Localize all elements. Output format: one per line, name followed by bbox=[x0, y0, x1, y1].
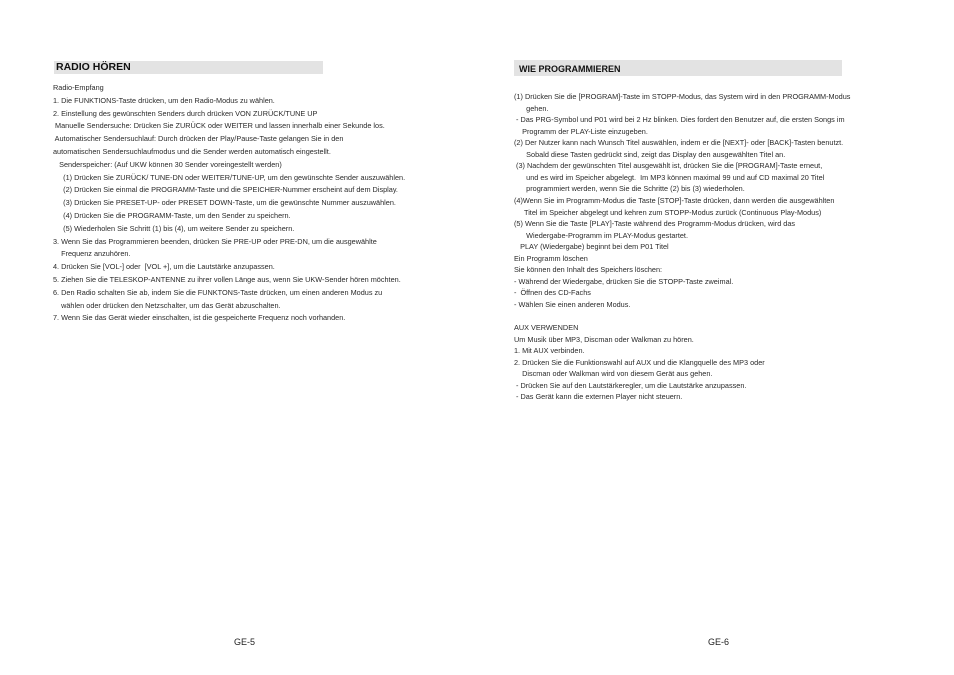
text-line: - Wählen Sie einen anderen Modus. bbox=[514, 299, 631, 309]
text-line: wählen oder drücken den Netzschalter, um das Gerät abzuschalten. bbox=[53, 300, 281, 310]
text-line: (1) Drücken Sie ZURÜCK/ TUNE-DN oder WEITER/TUNE-UP, um den gewünschte Sender auszuwählen. bbox=[53, 172, 406, 182]
text-line: Senderspeicher: (Auf UKW können 30 Sender voreingestellt werden) bbox=[53, 159, 282, 169]
page-number: GE-6 bbox=[708, 637, 730, 647]
page-number: GE-5 bbox=[234, 637, 256, 647]
text-line: Wiedergabe-Programm im PLAY-Modus gestartet. bbox=[514, 230, 688, 240]
text-line: Programm der PLAY-Liste einzugeben. bbox=[514, 126, 648, 136]
text-line: 4. Drücken Sie [VOL-] oder [VOL +], um die Lautstärke anzupassen. bbox=[53, 262, 275, 272]
text-line: (3) Nachdem der gewünschten Titel ausgewählt ist, drücken Sie die [PROGRAM]-Taste erneut, bbox=[514, 161, 823, 171]
text-line: Manuelle Sendersuche: Drücken Sie ZURÜCK oder WEITER und lassen innerhalb einer Sekunde los. bbox=[53, 121, 385, 131]
text-line: - Das PRG-Symbol und P01 wird bei 2 Hz blinken. Dies fordert den Benutzer auf, die ersten Songs im bbox=[514, 115, 845, 125]
text-line: PLAY (Wiedergabe) beginnt bei dem P01 Titel bbox=[514, 242, 669, 252]
text-line: 1. Mit AUX verbinden. bbox=[514, 346, 585, 356]
text-line: 1. Die FUNKTIONS-Taste drücken, um den Radio-Modus zu wählen. bbox=[53, 95, 275, 105]
text-line: Sie können den Inhalt des Speichers löschen: bbox=[514, 265, 663, 275]
text-line: 3. Wenn Sie das Programmieren beenden, drücken Sie PRE-UP oder PRE-DN, um die ausgewählte bbox=[53, 236, 377, 246]
text-line: (1) Drücken Sie die [PROGRAM]-Taste im STOPP-Modus, das System wird in den PROGRAMM-Modus bbox=[514, 92, 851, 101]
text-line: Automatischer Sendersuchlauf: Durch drücken der Play/Pause-Taste gelangen Sie in den bbox=[53, 134, 344, 144]
text-line: automatischen Sendersuchlaufmodus und die Sender werden automatisch eingestellt. bbox=[53, 147, 331, 156]
text-line: - Öffnen des CD-Fachs bbox=[514, 288, 591, 298]
text-line: programmiert werden, wenn Sie die Schritte (2) bis (3) wiederholen. bbox=[514, 184, 745, 194]
text-line: AUX VERWENDEN bbox=[514, 323, 579, 332]
text-line: - Das Gerät kann die externen Player nicht steuern. bbox=[514, 392, 683, 402]
text-line: 7. Wenn Sie das Gerät wieder einschalten, ist die gespeicherte Frequenz noch vorhanden. bbox=[53, 313, 346, 323]
section-heading-radio: RADIO HÖREN bbox=[54, 61, 323, 74]
text-line: (4)Wenn Sie im Programm-Modus die Taste [STOP]-Taste drücken, dann werden die ausgewählten bbox=[514, 195, 835, 205]
right-page bbox=[477, 0, 954, 675]
text-line: - Drücken Sie auf den Lautstärkeregler, um die Lautstärke anzupassen. bbox=[514, 380, 747, 390]
text-line: (2) Drücken Sie einmal die PROGRAMM-Taste und die SPEICHER-Nummer erscheint auf dem Display. bbox=[53, 185, 398, 195]
text-line: (3) Drücken Sie PRESET-UP- oder PRESET DOWN-Taste, um die gewünschte Nummer auszuwählen. bbox=[53, 198, 396, 208]
text-line: - Während der Wiedergabe, drücken Sie die STOPP-Taste zweimal. bbox=[514, 276, 734, 286]
text-line: Um Musik über MP3, Discman oder Walkman zu hören. bbox=[514, 334, 694, 344]
text-line: Frequenz anzuhören. bbox=[53, 249, 131, 259]
text-line: (5) Wiederholen Sie Schritt (1) bis (4), um weitere Sender zu speichern. bbox=[53, 223, 295, 233]
text-line: (4) Drücken Sie die PROGRAMM-Taste, um den Sender zu speichern. bbox=[53, 211, 291, 220]
text-line: gehen. bbox=[514, 103, 549, 113]
text-line: und es wird im Speicher abgelegt. Im MP3 können maximal 99 und auf CD maximal 20 Titel bbox=[514, 172, 825, 182]
text-line: 5. Ziehen Sie die TELESKOP-ANTENNE zu ihrer vollen Länge aus, wenn Sie UKW-Sender hören möchten. bbox=[53, 275, 401, 284]
text-line: Ein Programm löschen bbox=[514, 253, 588, 263]
text-line: 6. Den Radio schalten Sie ab, indem Sie die FUNKTONS-Taste drücken, um einen anderen Modus zu bbox=[53, 287, 383, 297]
text-line: Titel im Speicher abgelegt und kehren zum STOPP-Modus zurück (Continuous Play-Modus) bbox=[514, 207, 822, 217]
text-line: 2. Drücken Sie die Funktionswahl auf AUX und die Klangquelle des MP3 oder bbox=[514, 357, 765, 367]
text-line: Sobald diese Tasten gedrückt sind, zeigt das Display den ausgewählten Titel an. bbox=[514, 149, 786, 159]
text-line: Discman oder Walkman wird von diesem Gerät aus gehen. bbox=[514, 369, 713, 379]
text-line: (2) Der Nutzer kann nach Wunsch Titel auswählen, indem er die [NEXT]- oder [BACK]-Tasten benutzt. bbox=[514, 138, 844, 148]
text-line: (5) Wenn Sie die Taste [PLAY]-Taste während des Programm-Modus drücken, wird das bbox=[514, 219, 796, 229]
text-line: Radio-Empfang bbox=[53, 83, 104, 92]
section-heading-program: WIE PROGRAMMIEREN bbox=[514, 60, 842, 76]
text-line: 2. Einstellung des gewünschten Senders durch drücken VON ZURÜCK/TUNE UP bbox=[53, 108, 318, 118]
